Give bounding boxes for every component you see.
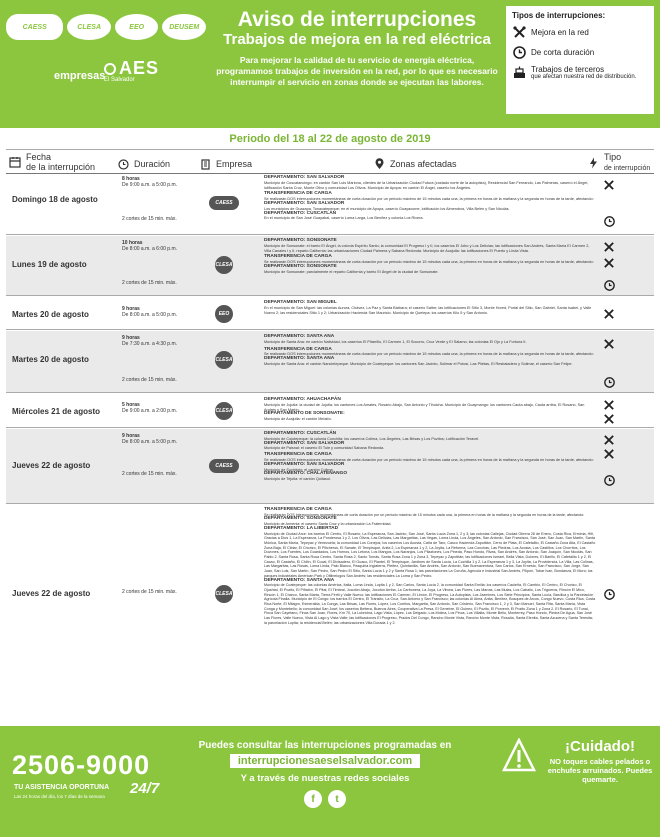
phone-hours: Las 24 horas del día, los 7 días de la semana bbox=[14, 794, 105, 799]
consult-block bbox=[180, 740, 470, 808]
row-zones: DEPARTAMENTO: SAN SALVADOR Municipio de Cuscatancingo: en cantón San Luis Mariona, clientes de la Urbanización Ciudad Futura (costado norte de la autopista), Residencial San Fernando, Las Palmeras, caserío el Ángel, lotificación Santa Cruz, Monte Olivo y comunidad Los Olivos. Municipio de Apopa: en cantón El Ángel, caserío los Ángeles. TRANSFERENCIA DE CARGA Se realizarán DOS interrupciones momentáneas de corta duración por un periodo máximo de 15 minutos cada una, la primera en horas de la mañana y la segunda en horas de la tarde, afectando: DEPARTAMENTO: SAN SALVADOR Los municipios de Guazapa, Tonacatepeque; en el municipio de Apopa, caserío Guayacume, lotificación los Almendros, Villa Belén y San Nicolás. DEPARTAMENTO: CUSCATLÁN En el municipio de San José Guayabal, caserío Loma Larga, Los Benítez y colonia Los Rivera. bbox=[264, 175, 594, 221]
clock-icon bbox=[116, 157, 130, 171]
map-pin-icon bbox=[372, 157, 386, 171]
row-company bbox=[204, 351, 244, 369]
brand-logos bbox=[6, 14, 206, 40]
row-date: Martes 20 de agosto bbox=[12, 310, 89, 319]
tools-icon bbox=[602, 412, 616, 426]
row-date: Lunes 19 de agosto bbox=[12, 260, 87, 269]
tools-icon bbox=[602, 337, 616, 351]
row-duration-cortes: 2 cortes de 15 min. máx. bbox=[122, 280, 177, 286]
row-duration-cortes: 2 cortes de 15 min. máx. bbox=[122, 589, 177, 595]
company-logo-clesa: CLESA bbox=[215, 256, 233, 274]
page-description: Para mejorar la calidad de tu servicio de energía eléctrica, programamos trabajos de inversión en la red, por lo que es necesario interrumpir el servicio en zonas donde se ejecutan las labores. bbox=[216, 55, 498, 87]
row-date: Domingo 18 de agosto bbox=[12, 195, 98, 204]
row-company bbox=[204, 305, 244, 323]
header bbox=[0, 0, 660, 128]
company-logo-eeo: EEO bbox=[215, 305, 233, 323]
row-company bbox=[204, 402, 244, 420]
brand-logo-caess: CAESS bbox=[6, 14, 63, 40]
row-duration: 8 horas De 9:00 a.m. a 5:00 p.m. bbox=[122, 176, 178, 188]
table-row bbox=[6, 174, 654, 235]
row-zones: DEPARTAMENTO: SONSONATE Municipio de Sonsonate: el barrio El Ángel, la colonia Espíritu Santo; la comunidad El Progreso I y II; los caseríos El Jobo y Los Delicias; las lotificaciones San Andrés, Santa María El Carmen 2, Villa Canales I y II; reparto California; las urbanizaciones Ciudad Palmera y Sabana Redonda. Municipio de Acajutla: las lotificaciones El Puerto y Linda Vista. TRANSFERENCIA DE CARGA Se realizarán DOS interrupciones momentáneas de corta duración por un periodo máximo de 15 minutos cada una, la primera en horas de la mañana y la segunda en horas de la tarde, afectando: DEPARTAMENTO: SONSONATE Municipio de Sonsonate: parcialmente el reparto California y barrio El Ángel de la ciudad de Sonsonate. bbox=[264, 238, 594, 274]
row-duration: 9 horas De 8:00 a.m. a 5:00 p.m. bbox=[122, 306, 178, 318]
tools-icon bbox=[602, 256, 616, 270]
row-zones: DEPARTAMENTO: CUSCATLÁN Municipio de Cojutepeque: la colonia Conchita; los caseríos Colima, Los Ángeles, Las Brisas y Los Pozitos; Lotificación Teravel. DEPARTAMENTO: SAN SALVADOR Municipio de Paisnal: el caserío El Tule y comunidad Sabana Redonda. TRANSFERENCIA DE CARGA Se realizarán DOS interrupciones momentáneas de corta duración por un periodo máximo de 15 minutos cada una, la primera en horas de la mañana y la segunda en horas de la tarde, afectando: DEPARTAMENTO: SAN SALVADOR Municipio de Suchitoto: el cantón Colima. DEPARTAMENTO: CHALATENANGO Municipio de Tejutla: el cantón Quitasol. bbox=[264, 431, 594, 482]
brand-logo-clesa: CLESA bbox=[67, 14, 111, 40]
tools-icon bbox=[512, 25, 526, 39]
row-company bbox=[204, 194, 244, 212]
page-subtitle: Trabajos de mejora en la red eléctrica bbox=[223, 31, 491, 48]
row-duration: 9 horas De 7:30 a.m. a 4:30 p.m. bbox=[122, 335, 178, 347]
twitter-icon[interactable]: t bbox=[328, 790, 346, 808]
aes-sub: El Salvador bbox=[104, 77, 135, 83]
company-logo-clesa: CLESA bbox=[215, 351, 233, 369]
tools-icon bbox=[602, 433, 616, 447]
row-company bbox=[204, 256, 244, 274]
row-date: Jueves 22 de agosto bbox=[12, 461, 91, 470]
company-logo-clesa: CLESA bbox=[215, 585, 233, 603]
divider bbox=[6, 149, 654, 150]
table-row bbox=[6, 505, 654, 720]
company-logo-caess: CAESS bbox=[209, 196, 239, 210]
tools-icon bbox=[602, 178, 616, 192]
row-duration-cortes: 2 cortes de 15 min. máx. bbox=[122, 216, 177, 222]
page-title: Aviso de interrupciones bbox=[237, 8, 477, 31]
footer bbox=[0, 726, 660, 837]
aes-circle-icon bbox=[104, 63, 116, 75]
company-logo-clesa: CLESA bbox=[215, 402, 233, 420]
row-zones: TRANSFERENCIA DE CARGA Se realizarán DOS interrupciones momentáneas de corta duración por un periodo máximo de 15 minutos cada una, la primera en horas de la mañana y la segunda en horas de la tarde, afectando: DEPARTAMENTO: SONSONATE Municipio de Armenia: el caserío Santa Cruz y la urbanización La Fraternidad. DEPARTAMENTO: LA LIBERTAD Municipio de Ciudad Arce: los barrios El Centro, El Rosario, La Esperanza, San Jacinto, San José, Santa Lucía Zona 1, 2 y 3; las colonias Callejas, Ciudad Obrera 26 de Enero, Costa Rica, Erminia, Hifi, Gracias a Dios 1, La Esperanza, La Ponderosa 1 y 2, Los Olivos, Las Delicias, Las Margaritas, Las Vegas, Loma Linda, Los Ángeles, San Antonio, San Francisco, San José, San Juan, San Martín, Santa Mónica, Santa María, Tepeyac y Venezuela; la comunidad Los Conejos; los caseríos Los Acosta, Caña de Taro, Casco Hacienda Zapotitán, Cerro de Plata, El Cafetalito, El Castaño Zona Alta, El Castaño Zona Baja, El Cibiar, El Chorizo, El Pilicheros, El Sanate, El Tempisque, Anita 2, La Esperanza 1 y 2, La Joyita, La Reforma, Las Conchas, Las Piedras, Los Acosta, Los Castillos, Los Chorritos, Los Duvones, Los Fuentes, Los Guardados, Los Hornos, Los Letona, Los Mangos, Los Naranjos, Los Pilaztones, Los Pineda, Paso Hondo, Rivas, San Andrés, San Antonio, San Joaquín, San Nicolás, San Pablo 2, Santa Rosa, Santa Rosa Centro, Santa Rosa 2, Santo Tomás, Santa Rosa Zona 1 y Zona 3, Tepeyac y Zapotitán; las lotificaciones Ismael, Bella Vista, Dolores, El Barillo, El Cafetalito 1 y 2, El Cacao, El Castaño, El Chilín, El Cocal, El Divisadero, El Guaco, El Plantel, El Tempisque, Jardines de Santa Lucía, La Cuchilla 1 y 2, La Esperanza 1 y 3, La Joyita, La Providencia, La Villa, Las Colinas, Las Margaritas, Las Rosas, Loma Linda, Palo Blanco, Pasquiria Inglaterra, Pleitez, Quintanilla, San Andrés, San Antonio, San Buenaventura, San Carlos, San Ernesto, San Francisco, San Jorge, San Juan, San Luis, San Martín, San Pedro, San Pedro El Sitio, Santa Lucía 1 y 2 y Santa Rosa 1; las parcelaciones La Coruña, Agrícola e Industrial San Andrés, Filipón, Tobar Ivan, Bondanza, El Moro; los parques industriales American Park y Oltlinelogos San Andrés; las residenciales La Loma y San Pedro. DEPARTAMENTO: SANTA ANA Municipio de Coatepeque: las colonias América, Italia, Loma Linda, Lupita 1 y 2, San Carlos, Santa Lucía 2, la comunidad Santa Emilia; los caseríos Cauleña, El Cambio, El Centro, El Chorizo, El Ojushtal, El Pozito, El Piñalón, El Pital, El Timbral, Jocotón Abajo, Jocotón Arriba, La Carbonera, La Joya, La Vibora, Las Flores, Las Marías, Las Mulas, Los Caballo, Los Trigueros, Rincón El Mico, Rincón 1, El Charco, Santa Marta, Tierra Fértil y Valle Nuevo; las lotificaciones El Carmen, El Limón, El Progreso, La Autopista, Los Jazmines, Los Siete Principios, Santa Lucía, Basílica y la Parcelación Agrícola Finalia. Municipio de El Congo: los barrios El Centro, El Tránsito, La Cruz, San Antonio y San Francisco; las colonias Al Alma, Anita, Benítez, Bosques de Arcos, Congo Nuevo, Costa Rica, Costa Rica Norte, El Milagro, Esmeralda, La Conga, Las Brisas, Las Flores, López, Los Corritos, Margarita, San Antonio, San Cristerio, San Francisco 1, 2 y 3, San Manuel, Santa Rita, Santa María, Vista Conga y Montebello; la comunidad San José; los caseríos Bettera, Buenos Aires, Cooperativa La Presa, El Genebre, El Guineo, El Pozito, El Porvenir, El Pozito Zona 1 y Zona 2, El Rosario, El Tunal, Finca San Cayetano, Finca San Juan, Flores, Km 70, La Lubricina, Lago Vista, López, Los Delgado, Los Molina, Los Pinos, Los Villalta, Monte Bello, Monterrey, Paso Hondo, Piedra De Agua, San José Las Flores, Valle Nuevo, Vista Al Lago y Vista Valle; las lotificaciones El Progreso, Prados Del Congo, Rancho Monte Vista, Rancho Monte Vista, Rosalía, Santa Elenita, Santa Azucena y Santa Teresita; la parcelación Lupita; la residencial Belén; las urbanizaciones Villa Dorada 1 y 2. bbox=[264, 507, 596, 625]
legend-item-mejora: Mejora en la red bbox=[512, 25, 648, 39]
row-duration: 10 horas De 8:00 a.m. a 6:00 p.m. bbox=[122, 240, 178, 252]
clock-icon bbox=[602, 214, 616, 228]
row-date: Miércoles 21 de agosto bbox=[12, 407, 101, 416]
title-block bbox=[212, 8, 502, 88]
table-row bbox=[6, 297, 654, 330]
aes-logo: AES El Salvador bbox=[104, 58, 160, 83]
tools-icon bbox=[602, 240, 616, 254]
clock-icon bbox=[602, 587, 616, 601]
social-text: Y a través de nuestras redes sociales bbox=[240, 773, 410, 784]
row-duration: 9 horas De 8:00 a.m. a 5:00 p.m. bbox=[122, 433, 178, 445]
tag-247: 24/7 bbox=[130, 780, 160, 797]
period-title: Periodo del 18 al 22 de agosto de 2019 bbox=[229, 133, 431, 145]
warning-text: NO toques cables pelados o enchufes arruinados. Puedes quemarte. bbox=[547, 757, 653, 784]
table-row bbox=[6, 394, 654, 428]
row-duration-cortes: 2 cortes de 15 min. máx. bbox=[122, 377, 177, 383]
legend-item-corta: De corta duración bbox=[512, 45, 648, 59]
row-duration: 5 horas De 9:00 a.m. a 2:00 p.m. bbox=[122, 402, 178, 414]
col-header-fecha: Fecha de la interrupción bbox=[8, 152, 95, 172]
col-header-duracion: Duración bbox=[116, 157, 170, 171]
tools-icon bbox=[602, 398, 616, 412]
clock-icon bbox=[602, 278, 616, 292]
clock-icon bbox=[512, 45, 526, 59]
clock-icon bbox=[602, 473, 616, 487]
warning-title: ¡Cuidado! bbox=[565, 738, 635, 755]
building-icon bbox=[198, 157, 212, 171]
legend-title: Tipos de interrupciones: bbox=[512, 11, 606, 20]
row-date: Jueves 22 de agosto bbox=[12, 589, 91, 598]
phone-number[interactable]: 2506-9000 bbox=[12, 750, 151, 780]
legend-item-terceros: Trabajos de terceros que afectan nuestra red de distribución. bbox=[512, 65, 648, 80]
interruption-type-legend bbox=[506, 6, 654, 114]
row-date: Martes 20 de agosto bbox=[12, 355, 89, 364]
lightning-icon bbox=[586, 156, 600, 170]
col-header-zonas: Zonas afectadas bbox=[372, 157, 457, 171]
row-company bbox=[204, 585, 244, 603]
brand-logo-deusem: DEUSEM bbox=[162, 14, 206, 40]
facebook-icon[interactable]: f bbox=[304, 790, 322, 808]
tools-icon bbox=[602, 307, 616, 321]
row-zones: DEPARTAMENTO: SANTA ANA Municipio de Santa Ana: en cantón Natividad, los caseríos El Pitarrillo, El Carmen 1, El Socorro, Cruz Verde y El Sálamo; las colonias El Ojo y La Fortuna II. TRANSFERENCIA DE CARGA Se realizarán DOS interrupciones momentáneas de corta duración por un periodo máximo de 15 minutos cada una, la primera en horas de la mañana y la segunda en horas de la tarde, afectando: DEPARTAMENTO: SANTA ANA Municipio de Santa Ana: el cantón Nancintepeque. Municipio de Coatepeque: los cantones San Jacinto, Solimar el Potosí, Las Piletas, El Resbaladero y Solimar, el caserío San Felipe. bbox=[264, 334, 594, 366]
company-logo-caess: CAESS bbox=[209, 459, 239, 473]
col-header-tipo: Tipo de interrupción bbox=[586, 152, 650, 174]
third-party-icon bbox=[512, 66, 526, 80]
empresas-label: empresas bbox=[54, 70, 106, 82]
table-row bbox=[6, 331, 654, 393]
warning-plug-icon bbox=[502, 738, 536, 776]
consult-text: Puedes consultar las interrupciones programadas en bbox=[198, 740, 452, 751]
brand-logo-eeo: EEO bbox=[115, 14, 159, 40]
col-header-empresa: Empresa bbox=[198, 157, 252, 171]
table-row bbox=[6, 236, 654, 296]
phone-subtitle: TU ASISTENCIA OPORTUNA bbox=[14, 784, 110, 791]
consult-url[interactable]: interrupcionesaeselsalvador.com bbox=[230, 754, 420, 768]
calendar-icon bbox=[8, 155, 22, 169]
warning-block bbox=[540, 738, 660, 784]
clock-icon bbox=[602, 375, 616, 389]
tools-icon bbox=[602, 447, 616, 461]
social-links bbox=[180, 790, 470, 808]
row-duration-cortes: 2 cortes de 15 min. máx. bbox=[122, 471, 177, 477]
row-zones: DEPARTAMENTO: AHUACHAPÁN Municipio de Jujutla: la ciudad de Jujutla; los cantones Los Amates, Rosario Abajo, San Antonio y Tihuicha. Municipio de Guaymango: los cantones Cauta abajo, Cauta arriba, El Rosario, San Andrés y San Martín. DEPARTAMENTO DE SONSONATE: Municipio de Acajutla: el cantón Metalío. bbox=[264, 397, 585, 422]
row-company bbox=[204, 457, 244, 475]
row-zones: DEPARTAMENTO: SAN MIGUEL En el municipio de San Miguel: las colonias Aurora, Chávez, La Paz y Santa Bárbara; el caserío Saltre; las lotificaciones El Sitio 3, Monte Hored, Portal del Sitio, San Gabriel, Santa Isabel, y Valle Nuevo 2; las residenciales Sitio 1 y 2; Urbanización Hacienda San Mauricio. Municipio de Quelepa: los caseríos Kilo 5 y San Antonio. bbox=[264, 300, 592, 315]
table-row bbox=[6, 429, 654, 504]
